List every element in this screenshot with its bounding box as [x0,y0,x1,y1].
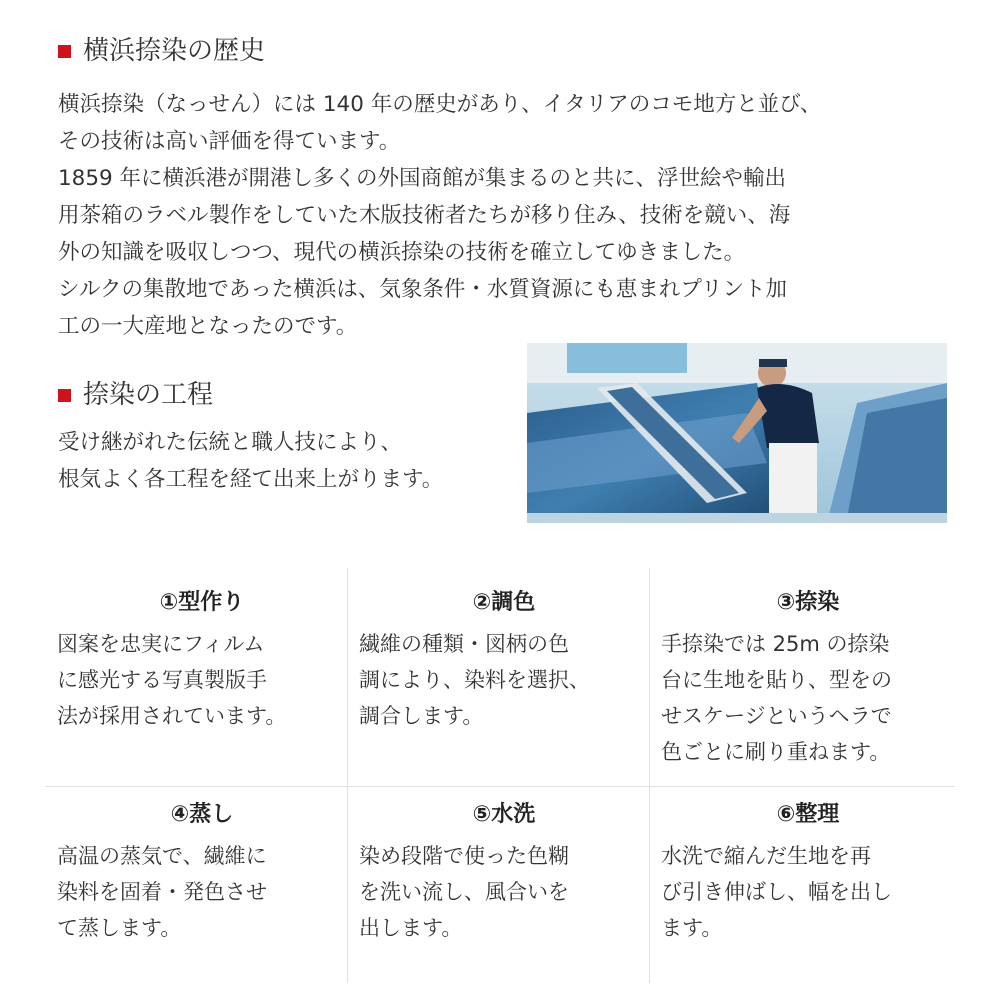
step-description [661,626,955,770]
step-title: ⑥整理 [776,802,840,827]
grid-divider [45,786,955,787]
step-2-cell [347,588,649,734]
step-description [57,838,347,946]
step-line: せスケージというヘラで [661,704,892,728]
step-line: 図案を忠実にフィルム [57,632,265,656]
step-line: 手捺染では 25m の捺染 [661,632,890,656]
step-line: 出します。 [359,916,463,940]
step-title: ④蒸し [170,802,234,827]
step-4-cell [45,800,347,946]
step-title: ③捺染 [776,590,840,615]
history-line: 外の知識を吸収しつつ、現代の横浜捺染の技術を確立してゆきました。 [58,240,746,265]
history-line: その技術は高い評価を得ています。 [58,129,401,154]
history-line: 用茶箱のラベル製作をしていた木版技術者たちが移り住み、技術を競い、海 [58,203,791,228]
step-title: ①型作り [159,590,245,615]
step-description [57,626,347,734]
process-heading-text: 捺染の工程 [83,380,214,410]
process-line: 受け継がれた伝統と職人技により、 [58,430,403,455]
history-line: シルクの集散地であった横浜は、気象条件・水質資源にも恵まれプリント加 [58,277,787,302]
red-square-icon [58,45,71,58]
step-line: 法が採用されています。 [57,704,287,728]
process-paragraph [58,424,443,498]
red-square-icon [58,389,71,402]
step-description [359,838,649,946]
step-line: 高温の蒸気で、繊維に [57,844,267,868]
step-line: を洗い流し、風合いを [359,880,569,904]
step-line: 染め段階で使った色糊 [359,844,569,868]
step-3-cell [649,588,955,770]
step-line: 調により、染料を選択、 [359,668,590,692]
printing-workshop-photo [527,343,947,523]
process-steps-grid [45,568,955,983]
step-title: ②調色 [472,590,536,615]
step-line: ます。 [661,916,723,940]
step-5-cell [347,800,649,946]
step-title: ⑤水洗 [472,802,536,827]
process-heading [58,382,213,408]
history-line: 横浜捺染（なっせん）には 140 年の歴史があり、イタリアのコモ地方と並び、 [58,92,822,117]
step-line: 台に生地を貼り、型をの [661,668,892,692]
history-heading [58,38,265,64]
step-line: て蒸します。 [57,916,182,940]
history-line: 工の一大産地となったのです。 [58,314,358,339]
step-line: に感光する写真製版手 [57,668,267,692]
step-6-cell [649,800,955,946]
history-line: 1859 年に横浜港が開港し多くの外国商館が集まるのと共に、浮世絵や輸出 [58,166,787,191]
process-line: 根気よく各工程を経て出来上がります。 [58,467,444,492]
step-line: 繊維の種類・図柄の色 [359,632,569,656]
step-line: 色ごとに刷り重ねます。 [661,740,891,764]
step-line: 染料を固着・発色させ [57,880,267,904]
step-description [661,838,955,946]
history-heading-text: 横浜捺染の歴史 [83,36,266,66]
step-line: 調合します。 [359,704,484,728]
step-line: 水洗で縮んだ生地を再 [661,844,871,868]
step-1-cell [45,588,347,734]
history-paragraph [58,86,821,345]
step-line: び引き伸ばし、幅を出し [661,880,892,904]
step-description [359,626,649,734]
